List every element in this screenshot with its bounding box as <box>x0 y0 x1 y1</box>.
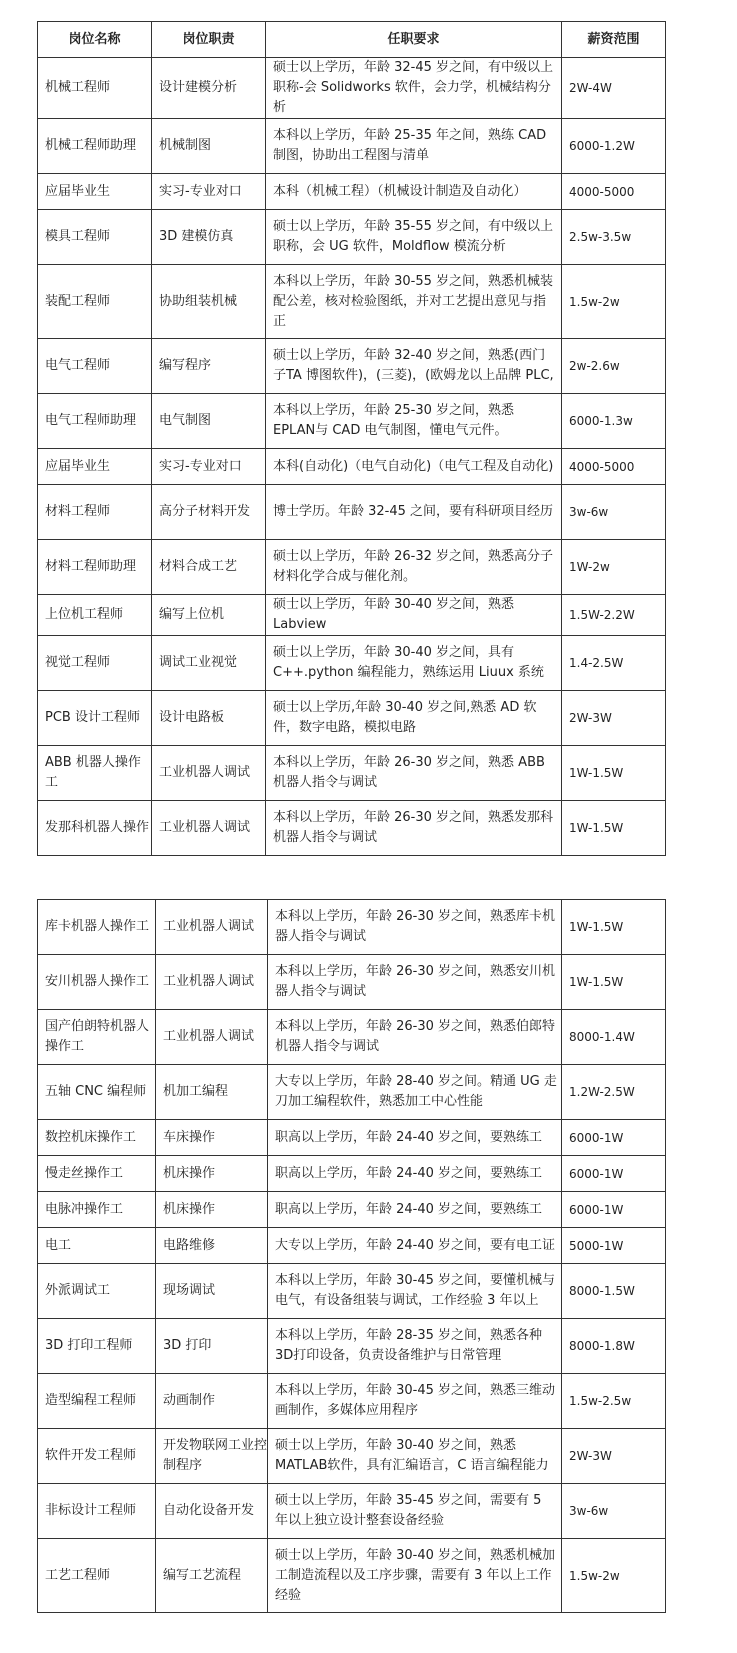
table-row <box>38 691 666 746</box>
position-name-cell: 3D 打印工程师 <box>38 1319 156 1374</box>
duty-cell: 高分子材料开发 <box>152 485 266 540</box>
table-row <box>38 636 666 691</box>
salary-cell: 6000-1.3w <box>562 394 666 449</box>
requirements-cell: 硕士以上学历，年龄 35-55 岁之间，有中级以上职称，会 UG 软件，Moldflow 模流分析 <box>266 210 562 265</box>
position-name-cell: 发那科机器人操作 <box>38 801 152 856</box>
header-salary: 薪资范围 <box>562 22 666 58</box>
requirements-cell: 硕士以上学历，年龄 32-45 岁之间，有中级以上职称-会 Solidworks 软件，会力学，机械结构分析 <box>266 58 562 119</box>
requirements-cell: 职高以上学历，年龄 24-40 岁之间，要熟练工 <box>268 1192 562 1228</box>
duty-cell: 实习-专业对口 <box>152 174 266 210</box>
salary-cell: 1.5w-2w <box>562 265 666 339</box>
position-name-cell: 材料工程师助理 <box>38 540 152 595</box>
salary-cell: 4000-5000 <box>562 449 666 485</box>
header-position-name: 岗位名称 <box>38 22 152 58</box>
requirements-cell: 本科以上学历，年龄 26-30 岁之间，熟悉 ABB 机器人指令与调试 <box>266 746 562 801</box>
position-name-cell: 国产伯朗特机器人操作工 <box>38 1010 156 1065</box>
position-name-cell: PCB 设计工程师 <box>38 691 152 746</box>
salary-cell: 8000-1.5W <box>562 1264 666 1319</box>
table-row <box>38 1539 666 1613</box>
duty-cell: 编写上位机 <box>152 595 266 636</box>
salary-cell: 1W-1.5W <box>562 955 666 1010</box>
duty-cell: 机械制图 <box>152 119 266 174</box>
requirements-cell: 大专以上学历，年龄 28-40 岁之间。精通 UG 走刀加工编程软件，熟悉加工中心性能 <box>268 1065 562 1120</box>
table-row <box>38 394 666 449</box>
duty-cell: 3D 打印 <box>156 1319 268 1374</box>
requirements-cell: 硕士以上学历，年龄 35-45 岁之间，需要有 5 年以上独立设计整套设备经验 <box>268 1484 562 1539</box>
table-row <box>38 1156 666 1192</box>
salary-cell: 6000-1W <box>562 1156 666 1192</box>
position-name-cell: 装配工程师 <box>38 265 152 339</box>
position-name-cell: 非标设计工程师 <box>38 1484 156 1539</box>
salary-cell: 1.2W-2.5W <box>562 1065 666 1120</box>
duty-cell: 设计电路板 <box>152 691 266 746</box>
salary-cell: 8000-1.4W <box>562 1010 666 1065</box>
position-name-cell: 材料工程师 <box>38 485 152 540</box>
table-row <box>38 746 666 801</box>
position-name-cell: 应届毕业生 <box>38 449 152 485</box>
table-row <box>38 339 666 394</box>
position-name-cell: 上位机工程师 <box>38 595 152 636</box>
requirements-cell: 本科以上学历，年龄 30-55 岁之间，熟悉机械装配公差，核对检验图纸，并对工艺提出意见与指正 <box>266 265 562 339</box>
job-table-1 <box>37 21 666 856</box>
requirements-cell: 本科以上学历，年龄 26-30 岁之间，熟悉库卡机器人指令与调试 <box>268 900 562 955</box>
requirements-cell: 本科以上学历，年龄 30-45 岁之间，熟悉三维动画制作，多媒体应用程序 <box>268 1374 562 1429</box>
table-row <box>38 1429 666 1484</box>
table-row <box>38 540 666 595</box>
salary-cell: 6000-1W <box>562 1192 666 1228</box>
duty-cell: 机床操作 <box>156 1192 268 1228</box>
requirements-cell: 硕士以上学历，年龄 30-40 岁之间，熟悉 MATLAB软件，具有汇编语言，C 语言编程能力 <box>268 1429 562 1484</box>
position-name-cell: 安川机器人操作工 <box>38 955 156 1010</box>
requirements-cell: 硕士以上学历，年龄 26-32 岁之间，熟悉高分子材料化学合成与催化剂。 <box>266 540 562 595</box>
position-name-cell: 慢走丝操作工 <box>38 1156 156 1192</box>
table-row <box>38 449 666 485</box>
table-row <box>38 1484 666 1539</box>
position-name-cell: 电脉冲操作工 <box>38 1192 156 1228</box>
salary-cell: 1W-1.5W <box>562 746 666 801</box>
table-row <box>38 1120 666 1156</box>
salary-cell: 6000-1W <box>562 1120 666 1156</box>
requirements-cell: 大专以上学历，年龄 24-40 岁之间，要有电工证 <box>268 1228 562 1264</box>
requirements-cell: 本科以上学历，年龄 26-30 岁之间，熟悉安川机器人指令与调试 <box>268 955 562 1010</box>
salary-cell: 1.4-2.5W <box>562 636 666 691</box>
duty-cell: 机床操作 <box>156 1156 268 1192</box>
requirements-cell: 职高以上学历，年龄 24-40 岁之间，要熟练工 <box>268 1156 562 1192</box>
position-name-cell: ABB 机器人操作工 <box>38 746 152 801</box>
duty-cell: 车床操作 <box>156 1120 268 1156</box>
salary-cell: 2.5w-3.5w <box>562 210 666 265</box>
duty-cell: 现场调试 <box>156 1264 268 1319</box>
table-row <box>38 265 666 339</box>
duty-cell: 工业机器人调试 <box>156 1010 268 1065</box>
table-row <box>38 1264 666 1319</box>
requirements-cell: 本科（机械工程）（机械设计制造及自动化） <box>266 174 562 210</box>
duty-cell: 机加工编程 <box>156 1065 268 1120</box>
position-name-cell: 库卡机器人操作工 <box>38 900 156 955</box>
duty-cell: 自动化设备开发 <box>156 1484 268 1539</box>
salary-cell: 1W-1.5W <box>562 801 666 856</box>
requirements-cell: 本科以上学历，年龄 26-30 岁之间，熟悉伯郎特机器人指令与调试 <box>268 1010 562 1065</box>
duty-cell: 动画制作 <box>156 1374 268 1429</box>
salary-cell: 4000-5000 <box>562 174 666 210</box>
duty-cell: 3D 建模仿真 <box>152 210 266 265</box>
salary-cell: 1W-1.5W <box>562 900 666 955</box>
requirements-cell: 本科以上学历，年龄 26-30 岁之间，熟悉发那科机器人指令与调试 <box>266 801 562 856</box>
table-row <box>38 595 666 636</box>
requirements-cell: 本科以上学历，年龄 25-30 岁之间，熟悉 EPLAN与 CAD 电气制图，懂电气元件。 <box>266 394 562 449</box>
duty-cell: 实习-专业对口 <box>152 449 266 485</box>
table-body-2 <box>38 900 666 1613</box>
position-name-cell: 电气工程师助理 <box>38 394 152 449</box>
requirements-cell: 硕士以上学历，年龄 30-40 岁之间，熟悉 Labview <box>266 595 562 636</box>
header-duty: 岗位职责 <box>152 22 266 58</box>
duty-cell: 电气制图 <box>152 394 266 449</box>
duty-cell: 工业机器人调试 <box>156 900 268 955</box>
table-row <box>38 1319 666 1374</box>
table-row <box>38 119 666 174</box>
position-name-cell: 造型编程工程师 <box>38 1374 156 1429</box>
position-name-cell: 软件开发工程师 <box>38 1429 156 1484</box>
salary-cell: 1.5w-2w <box>562 1539 666 1613</box>
table-row <box>38 1065 666 1120</box>
duty-cell: 电路维修 <box>156 1228 268 1264</box>
salary-cell: 1W-2w <box>562 540 666 595</box>
duty-cell: 开发物联网工业控制程序 <box>156 1429 268 1484</box>
requirements-cell: 硕士以上学历，年龄 32-40 岁之间，熟悉(西门子TA 博图软件)，(三菱)，(欧姆龙以上品牌 PLC, <box>266 339 562 394</box>
table-row <box>38 1374 666 1429</box>
requirements-cell: 本科以上学历，年龄 25-35 年之间，熟练 CAD 制图，协助出工程图与清单 <box>266 119 562 174</box>
table-row <box>38 955 666 1010</box>
position-name-cell: 视觉工程师 <box>38 636 152 691</box>
table-row <box>38 1010 666 1065</box>
table-row <box>38 174 666 210</box>
position-name-cell: 机械工程师 <box>38 58 152 119</box>
salary-cell: 8000-1.8W <box>562 1319 666 1374</box>
duty-cell: 工业机器人调试 <box>156 955 268 1010</box>
duty-cell: 调试工业视觉 <box>152 636 266 691</box>
salary-cell: 2W-3W <box>562 1429 666 1484</box>
position-name-cell: 模具工程师 <box>38 210 152 265</box>
salary-cell: 3w-6w <box>562 485 666 540</box>
table-row <box>38 1192 666 1228</box>
salary-cell: 2W-3W <box>562 691 666 746</box>
requirements-cell: 硕士以上学历，年龄 30-40 岁之间，熟悉机械加工制造流程以及工序步骤，需要有 3 年以上工作经验 <box>268 1539 562 1613</box>
requirements-cell: 本科以上学历，年龄 30-45 岁之间，要懂机械与电气，有设备组装与调试，工作经验 3 年以上 <box>268 1264 562 1319</box>
position-name-cell: 外派调试工 <box>38 1264 156 1319</box>
table-header-row <box>38 22 666 58</box>
position-name-cell: 工艺工程师 <box>38 1539 156 1613</box>
table-row <box>38 1228 666 1264</box>
table-row <box>38 900 666 955</box>
duty-cell: 编写程序 <box>152 339 266 394</box>
salary-cell: 3w-6w <box>562 1484 666 1539</box>
header-requirements: 任职要求 <box>266 22 562 58</box>
table-body-1 <box>38 58 666 856</box>
position-name-cell: 五轴 CNC 编程师 <box>38 1065 156 1120</box>
requirements-cell: 硕士以上学历，年龄 30-40 岁之间，具有C++.python 编程能力，熟练运用 Liuux 系统 <box>266 636 562 691</box>
duty-cell: 设计建模分析 <box>152 58 266 119</box>
job-table-2 <box>37 899 666 1613</box>
table-row <box>38 485 666 540</box>
position-name-cell: 电气工程师 <box>38 339 152 394</box>
salary-cell: 6000-1.2W <box>562 119 666 174</box>
position-name-cell: 应届毕业生 <box>38 174 152 210</box>
salary-cell: 2W-4W <box>562 58 666 119</box>
duty-cell: 材料合成工艺 <box>152 540 266 595</box>
requirements-cell: 博士学历。年龄 32-45 之间，要有科研项目经历 <box>266 485 562 540</box>
salary-cell: 2w-2.6w <box>562 339 666 394</box>
duty-cell: 工业机器人调试 <box>152 746 266 801</box>
duty-cell: 工业机器人调试 <box>152 801 266 856</box>
requirements-cell: 本科(自动化)（电气自动化)（电气工程及自动化) <box>266 449 562 485</box>
duty-cell: 协助组装机械 <box>152 265 266 339</box>
requirements-cell: 本科以上学历，年龄 28-35 岁之间，熟悉各种 3D打印设备，负责设备维护与日常管理 <box>268 1319 562 1374</box>
position-name-cell: 数控机床操作工 <box>38 1120 156 1156</box>
salary-cell: 5000-1W <box>562 1228 666 1264</box>
requirements-cell: 硕士以上学历,年龄 30-40 岁之间,熟悉 AD 软件，数字电路，模拟电路 <box>266 691 562 746</box>
duty-cell: 编写工艺流程 <box>156 1539 268 1613</box>
position-name-cell: 电工 <box>38 1228 156 1264</box>
salary-cell: 1.5W-2.2W <box>562 595 666 636</box>
salary-cell: 1.5w-2.5w <box>562 1374 666 1429</box>
requirements-cell: 职高以上学历，年龄 24-40 岁之间，要熟练工 <box>268 1120 562 1156</box>
table-row <box>38 58 666 119</box>
table-row <box>38 801 666 856</box>
table-row <box>38 210 666 265</box>
position-name-cell: 机械工程师助理 <box>38 119 152 174</box>
